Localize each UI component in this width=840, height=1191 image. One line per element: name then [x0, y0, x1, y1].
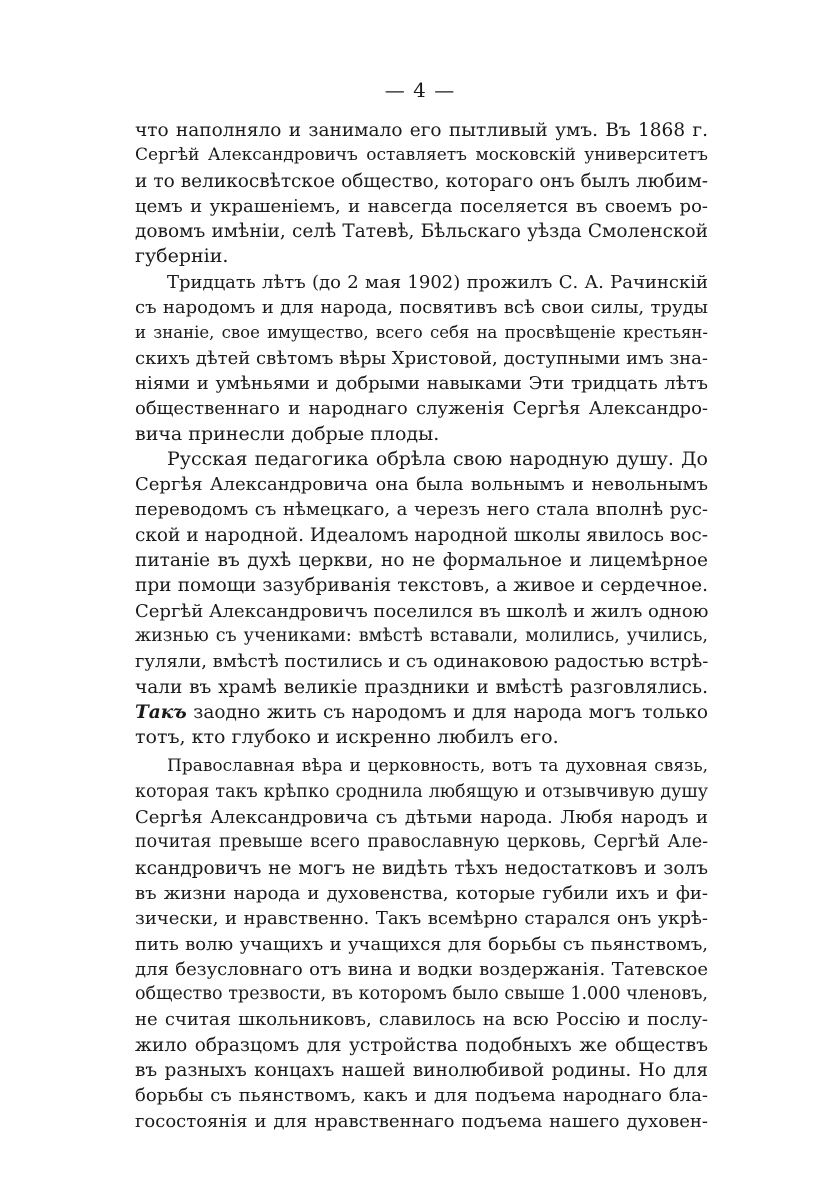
text-line: жило образцомъ для устройства подобныхъ же обществъ — [135, 1034, 708, 1056]
text-line: скихъ дѣтей свѣтомъ вѣры Христовой, доступными имъ зна- — [135, 347, 708, 369]
text-line: Сергѣй Александровичъ оставляетъ московскій университетъ — [135, 145, 708, 166]
text-line: Сергѣй Александровичъ поселился въ школѣ и жилъ одною — [135, 600, 709, 622]
text-line: зически, и нравственно. Такъ всемѣрно старался онъ укрѣ- — [135, 908, 708, 930]
text-line: которая такъ крѣпко сроднила любящую и отзывчивую душу — [135, 781, 708, 802]
text-line — [135, 700, 708, 725]
text-line: цемъ и украшеніемъ, и навсегда поселяется въ своемъ ро- — [135, 195, 708, 217]
text-line: съ народомъ и для народа, посвятивъ всѣ свои силы, труды — [135, 297, 708, 319]
text-line: госостоянія и для нравственнаго подъема нашего духовен- — [135, 1110, 708, 1132]
text-line: при помощи зазубриванія текстовъ, а живое и сердечное. — [135, 575, 708, 597]
text-line: довомъ имѣніи, селѣ Татевѣ, Бѣльскаго уѣзда Смоленской — [135, 221, 708, 243]
text-line: чали въ храмѣ великіе праздники и вмѣстѣ разговлялись. — [135, 676, 708, 698]
page-number: — 4 — — [384, 78, 456, 102]
text-line: что наполняло и занимало его пытливый умъ. Въ 1868 г. — [135, 120, 708, 141]
text-line: тотъ, кто глубоко и искренно любилъ его. — [135, 726, 559, 749]
text-line: борьбы съ пьянствомъ, какъ и для подъема народнаго бла- — [135, 1085, 708, 1107]
text-line: ніями и умѣньями и добрыми навыками Эти тридцать лѣтъ — [135, 372, 708, 394]
text-line: общественнаго и народнаго служенія Сергѣя Александро- — [135, 398, 708, 420]
text-line: гуляли, вмѣстѣ постились и съ одинаковою радостью встрѣ- — [135, 651, 709, 673]
text-line: переводомъ съ нѣмецкаго, а черезъ него стала вполнѣ рус- — [135, 499, 708, 521]
text-line: и знаніе, свое имущество, всего себя на просвѣщеніе крестьян- — [135, 323, 708, 343]
text-line: для безусловнаго отъ вина и водки воздержанія. Татевское — [135, 958, 708, 980]
text-line: питаніе въ духѣ церкви, но не формальное и лицемѣрное — [135, 550, 708, 572]
text-line: губерніи. — [135, 245, 229, 268]
text-line: не считая школьниковъ, славилось на всю Россію и послу- — [135, 1009, 708, 1031]
text-line: общество трезвости, въ которомъ было свыше 1.000 членовъ, — [135, 984, 708, 1005]
text-line: Сергѣя Александровича съ дѣтьми народа. Любя народъ и — [135, 807, 708, 829]
text-run: заодно жить съ народомъ и для народа могъ только — [186, 701, 708, 723]
text-line: Тридцать лѣтъ (до 2 мая 1902) прожилъ С. А. Рачинскій — [167, 271, 708, 293]
text-line: почитая превыше всего православную церковь, Сергѣй Але- — [135, 832, 708, 853]
text-line: Православная вѣра и церковность, вотъ та духовная связь, — [167, 756, 708, 777]
text-line: Русская педагогика обрѣла свою народную душу. До — [167, 447, 708, 470]
text-line: вича принесли добрые плоды. — [135, 422, 440, 445]
text-line: ксандровичъ не могъ не видѣть тѣхъ недостатковъ и золъ — [135, 857, 708, 879]
text-line: въ разныхъ концахъ нашей винолюбивой родины. Но для — [135, 1059, 708, 1081]
text-line: пить волю учащихъ и учащихся для борьбы съ пьянствомъ, — [135, 933, 708, 955]
text-line: Сергѣя Александровича она была вольнымъ и невольнымъ — [135, 474, 708, 496]
text-line: ской и народной. Идеаломъ народной школы явилось вос- — [135, 524, 708, 546]
text-line: и то великосвѣтское общество, котораго онъ былъ любим- — [135, 170, 708, 192]
body-text — [135, 118, 708, 1134]
text-line: въ жизни народа и духовенства, которые губили ихъ и фи- — [135, 882, 708, 904]
text-line: жизнью съ учениками: вмѣстѣ вставали, молились, учились, — [135, 625, 708, 646]
italic-emphasis: Такъ — [135, 701, 187, 723]
